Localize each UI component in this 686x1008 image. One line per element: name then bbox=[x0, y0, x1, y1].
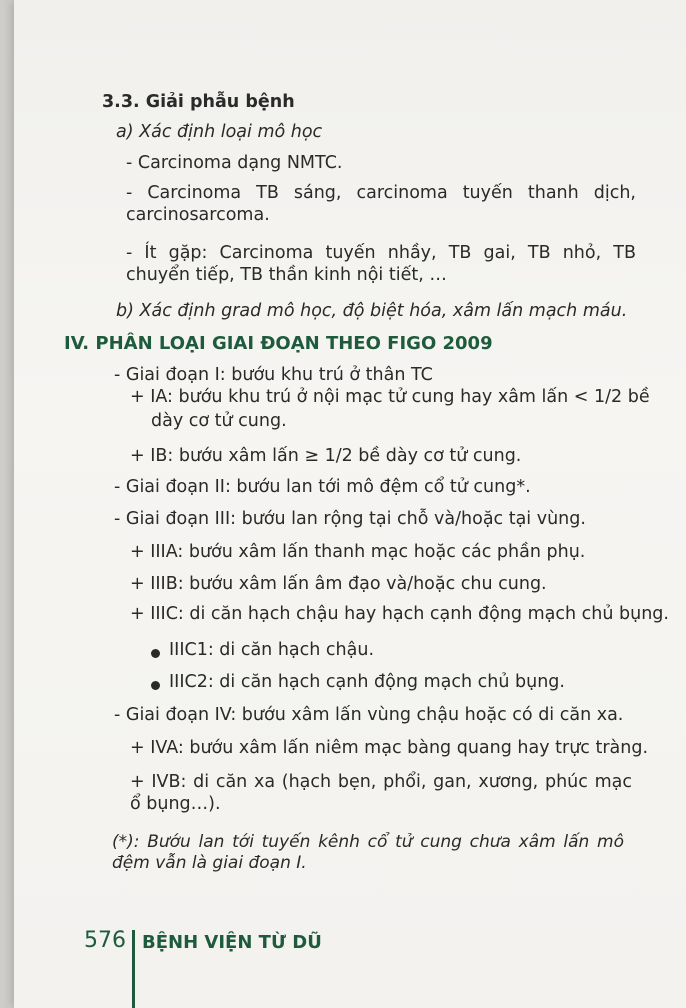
stage-line-13: + IVA: bướu xâm lấn niêm mạc bàng quang hay trực tràng. bbox=[130, 738, 649, 758]
subsection-b-label: b) Xác định grad mô học, độ biệt hóa, xâm lấn mạch máu. bbox=[116, 301, 628, 321]
page-number: 576 bbox=[84, 928, 126, 953]
section-3-3-heading: 3.3. Giải phẫu bệnh bbox=[102, 92, 295, 112]
stage-line-3: dày cơ tử cung. bbox=[151, 411, 287, 431]
list-item-a3: - Ít gặp: Carcinoma tuyến nhầy, TB gai, TB nhỏ, TB chuyển tiếp, TB thần kinh nội tiết, … bbox=[126, 243, 636, 285]
stage-line-14: + IVB: di căn xa (hạch bẹn, phổi, gan, xương, phúc mạc ổ bụng…). bbox=[130, 772, 632, 814]
stage-line-7: + IIIA: bướu xâm lấn thanh mạc hoặc các phần phụ. bbox=[130, 542, 586, 562]
stage-line-6: - Giai đoạn III: bướu lan rộng tại chỗ và/hoặc tại vùng. bbox=[114, 509, 586, 529]
stage-line-5: - Giai đoạn II: bướu lan tới mô đệm cổ tử cung*. bbox=[114, 477, 531, 497]
footer-hospital-name: BỆNH VIỆN TỪ DŨ bbox=[142, 932, 322, 953]
stage-line-1: - Giai đoạn I: bướu khu trú ở thân TC bbox=[114, 365, 433, 385]
stage-line-4: + IB: bướu xâm lấn ≥ 1/2 bề dày cơ tử cung. bbox=[130, 446, 522, 466]
list-item-a2: - Carcinoma TB sáng, carcinoma tuyến thanh dịch, carcinosarcoma. bbox=[126, 183, 636, 225]
subsection-a-label: a) Xác định loại mô học bbox=[116, 122, 323, 142]
stage-line-9: + IIIC: di căn hạch chậu hay hạch cạnh động mạch chủ bụng. bbox=[130, 604, 669, 624]
section-4-heading: IV. PHÂN LOẠI GIAI ĐOẠN THEO FIGO 2009 bbox=[64, 333, 493, 354]
footer-divider bbox=[132, 930, 135, 1008]
stage-line-11: IIIC2: di căn hạch cạnh động mạch chủ bụng. bbox=[169, 672, 565, 692]
bullet-dot-icon bbox=[151, 681, 160, 690]
list-item-a1: - Carcinoma dạng NMTC. bbox=[126, 153, 343, 173]
bullet-dot-icon bbox=[151, 649, 160, 658]
stage-line-12: - Giai đoạn IV: bướu xâm lấn vùng chậu hoặc có di căn xa. bbox=[114, 705, 624, 725]
stage-line-8: + IIIB: bướu xâm lấn âm đạo và/hoặc chu cung. bbox=[130, 574, 547, 594]
stage-line-10: IIIC1: di căn hạch chậu. bbox=[169, 640, 375, 660]
book-page bbox=[14, 0, 686, 1008]
footnote: (*): Bướu lan tới tuyến kênh cổ tử cung chưa xâm lấn mô đệm vẫn là giai đoạn I. bbox=[112, 832, 624, 874]
stage-line-2: + IA: bướu khu trú ở nội mạc tử cung hay xâm lấn < 1/2 bề bbox=[130, 387, 650, 407]
